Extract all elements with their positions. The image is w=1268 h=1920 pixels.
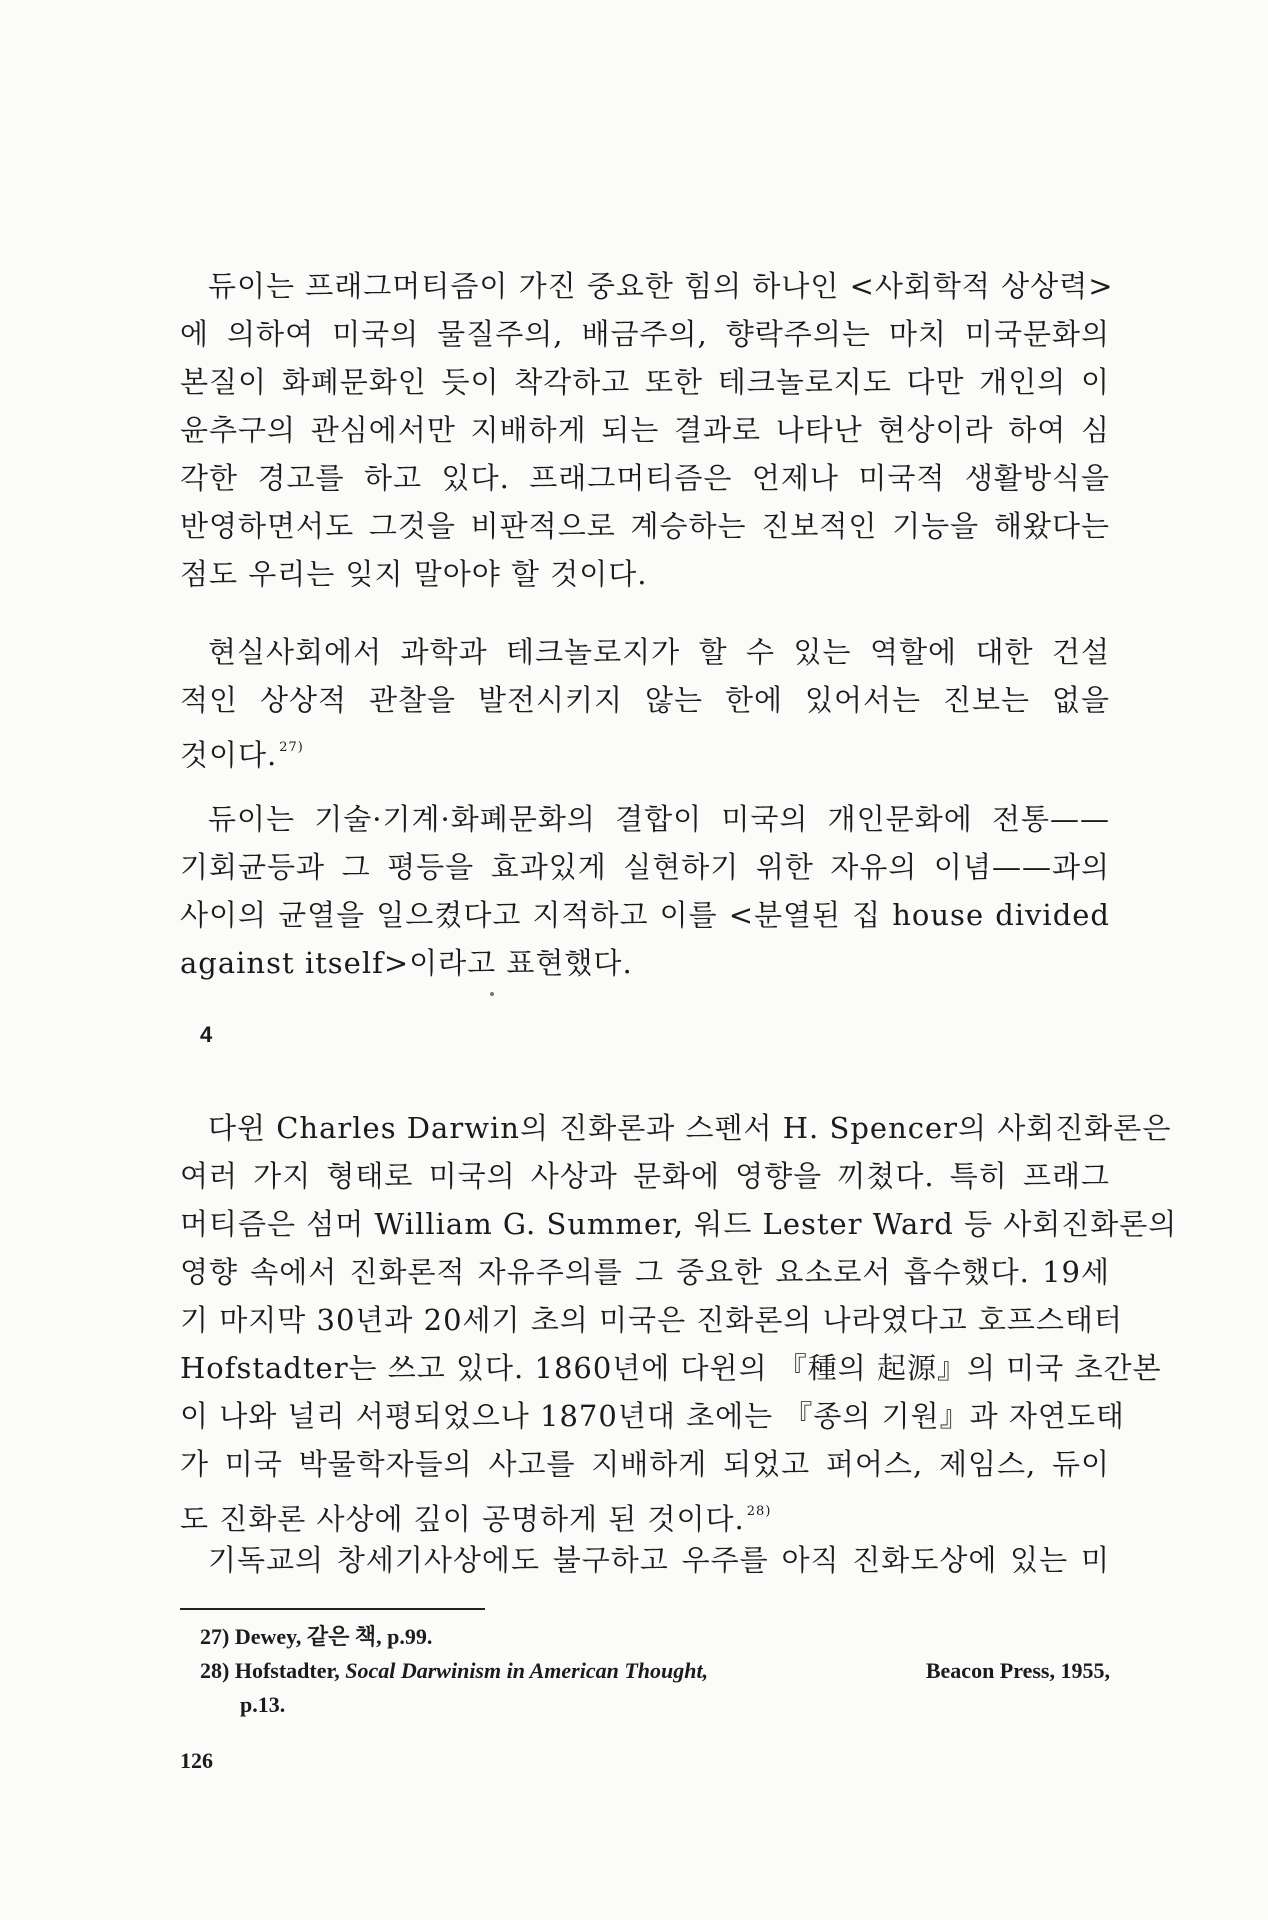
footnote-publisher: Beacon Press, 1955, [925,1658,1110,1683]
footnote-28 [200,1654,1110,1688]
footnote-mark: 27) [200,1624,230,1649]
footnote-28-cont: p.13. [240,1692,286,1717]
text-line: 기회균등과 그 평등을 효과있게 실현하기 위한 자유의 이념——과의 [180,850,1110,884]
paragraph-1 [180,262,1114,598]
footnotes [200,1620,1110,1722]
text-line: 점도 우리는 잊지 말아야 할 것이다. [180,557,648,591]
footnote-text: Dewey, 같은 책, p.99. [234,1624,433,1649]
text-line: 가 미국 박물학자들의 사고를 지배하게 되었고 퍼어스, 제임스, 듀이 [180,1447,1110,1481]
text-line: 듀이는 프래그머티즘이 가진 중요한 힘의 하나인 <사회학적 상상력> [208,269,1114,303]
section-number: 4 [200,1022,213,1047]
text-line: 것이다. $^{27)}$ [180,738,304,772]
text-line: 듀이는 기술·기계·화폐문화의 결합이 미국의 개인문화에 전통—— [208,802,1110,836]
paragraph-4 [180,1104,1178,1543]
text-line: 에 의하여 미국의 물질주의, 배금주의, 향락주의는 마치 미국문화의 [180,317,1110,351]
footnote-mark: 28) [200,1658,230,1683]
text-line: 현실사회에서 과학과 테크놀로지가 할 수 있는 역할에 대한 건설 [208,635,1110,669]
footnote-text: Hofstadter, [234,1658,346,1683]
text-line: 사이의 균열을 일으켰다고 지적하고 이를 <분열된 집 house divided [180,898,1110,932]
text-line: 본질이 화폐문화인 듯이 착각하고 또한 테크놀로지도 다만 개인의 이 [180,365,1110,399]
text-line: 각한 경고를 하고 있다. 프래그머티즘은 언제나 미국적 생활방식을 [180,461,1110,495]
text-line: 기독교의 창세기사상에도 불구하고 우주를 아직 진화도상에 있는 미 [208,1543,1110,1577]
footnote-rule [180,1608,485,1610]
paragraph-3 [180,795,1110,987]
text-line: 여러 가지 형태로 미국의 사상과 문화에 영향을 끼쳤다. 특히 프래그 [180,1159,1110,1193]
text-line: 도 진화론 사상에 깊이 공명하게 된 것이다. $^{28)}$ [180,1502,772,1536]
text-line: 윤추구의 관심에서만 지배하게 되는 결과로 나타난 현상이라 하여 심 [180,413,1110,447]
footnote-book-title: Socal Darwinism in American Thought, [345,1658,709,1683]
footnote-27 [200,1620,1110,1654]
text-line: 다윈 Charles Darwin의 진화론과 스펜서 H. Spencer의 사회진화론은 [208,1111,1172,1145]
paragraph-5 [180,1536,1110,1584]
text-line: 적인 상상적 관찰을 발전시키지 않는 한에 있어서는 진보는 없을 [180,683,1110,717]
page-number: 126 [180,1748,213,1773]
footnote-ref-28: 28) [746,1504,772,1519]
text-line: against itself>이라고 표현했다. [180,946,633,980]
scan-speck [490,992,494,996]
text-line: 영향 속에서 진화론적 자유주의를 그 중요한 요소로서 흡수했다. 19세 [180,1255,1110,1289]
text-line: 반영하면서도 그것을 비판적으로 계승하는 진보적인 기능을 해왔다는 [180,509,1110,543]
text-line: Hofstadter는 쓰고 있다. 1860년에 다윈의 『種의 起源』의 미국 초간본 [180,1351,1162,1385]
text-line: 머티즘은 섬머 William G. Summer, 워드 Lester Ward 등 사회진화론의 [180,1207,1178,1241]
text-line: 이 나와 널리 서평되었으나 1870년대 초에는 『종의 기원』과 자연도태 [180,1399,1125,1433]
footnote-ref-27: 27) [279,740,304,755]
block-quote [180,628,1110,779]
text-line: 기 마지막 30년과 20세기 초의 미국은 진화론의 나라였다고 호프스태터 [180,1303,1123,1337]
